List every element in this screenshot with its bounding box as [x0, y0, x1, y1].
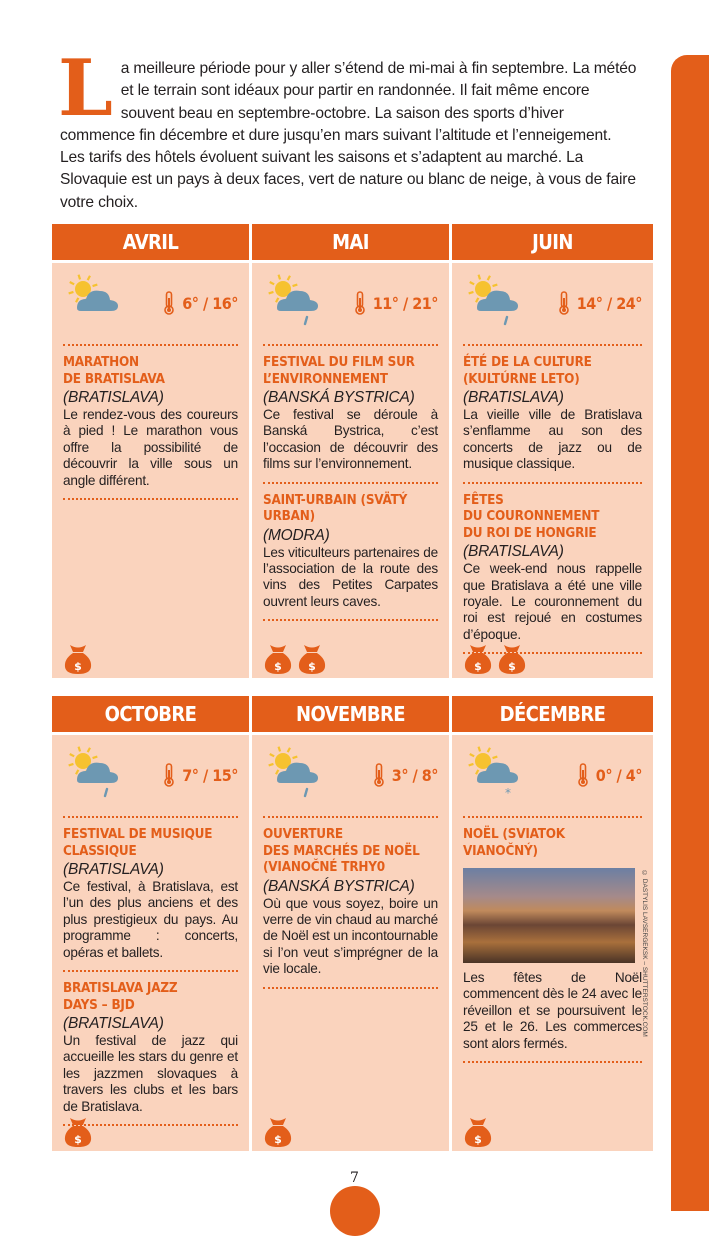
sun-cloud-snow-icon: [467, 747, 521, 799]
month-header: MAI: [252, 224, 449, 260]
event-place: (BRATISLAVA): [63, 1015, 164, 1033]
month-column: [52, 696, 249, 1151]
money-bag-icon: [462, 1114, 494, 1148]
event-description: Les viticulteurs partenaires de l’association de la route des vins des Petites Carpates ouvrent leurs caves.: [263, 544, 438, 609]
temperature: [162, 763, 238, 787]
dotted-divider: [463, 482, 642, 484]
event: [463, 827, 648, 1052]
month-cell: [52, 263, 249, 678]
dotted-divider: [463, 1061, 642, 1063]
sun-cloud-rain-icon: [467, 275, 521, 327]
dotted-divider: [263, 987, 438, 989]
temperature-range: 6° / 16°: [182, 293, 238, 313]
calendar-row-autumn: [52, 696, 653, 1151]
event: [263, 355, 438, 473]
temperature-range: 0° / 4°: [595, 765, 642, 785]
temperature-range: 11° / 21°: [372, 293, 438, 313]
dotted-divider: [463, 344, 642, 346]
month-cell: [452, 263, 653, 678]
temperature: [353, 291, 438, 315]
money-bag-icon: [62, 1114, 94, 1148]
weather-row: [263, 743, 438, 785]
event-place: (MODRA): [263, 526, 330, 544]
month-column: [452, 224, 653, 678]
month-header: OCTOBRE: [52, 696, 249, 732]
temperature: [557, 291, 642, 315]
thermometer-icon: [557, 291, 571, 315]
event-place: (BRATISLAVA): [63, 861, 164, 878]
svg-text:$: $: [274, 1133, 282, 1146]
event-place: (BRATISLAVA): [463, 389, 564, 406]
budget-indicator: [62, 1114, 94, 1148]
sun-cloud-rain-icon: [267, 747, 321, 799]
sidebar-tab: [671, 55, 709, 1211]
budget-indicator: [262, 1114, 294, 1148]
svg-text:$: $: [474, 660, 482, 673]
temperature-range: 3° / 8°: [391, 765, 438, 785]
thermometer-icon: [576, 763, 590, 787]
svg-text:$: $: [274, 660, 282, 673]
weather-row: [463, 743, 642, 800]
temperature: [162, 291, 238, 315]
month-header: AVRIL: [52, 224, 249, 260]
page-number: 7: [350, 1170, 359, 1186]
dotted-divider: [263, 816, 438, 818]
money-bag-icon: [296, 641, 328, 675]
thermometer-icon: [162, 763, 176, 787]
event-title: FESTIVAL DU FILM SUR L’ENVIRONNEMENT: [263, 355, 415, 387]
svg-text:$: $: [74, 660, 82, 673]
money-bag-icon: [462, 641, 494, 675]
svg-text:$: $: [308, 660, 316, 673]
weather-row: [63, 743, 238, 785]
event-place: (BANSKÁ BYSTRICA): [263, 877, 415, 895]
event-place: (BANSKÁ BYSTRICA): [263, 389, 415, 406]
dotted-divider: [63, 498, 238, 500]
weather-row: [63, 271, 238, 313]
event-title: SAINT-URBAIN (SVÄTÝ URBAN): [263, 492, 408, 525]
money-bag-icon: [496, 641, 528, 675]
dotted-divider: [263, 482, 438, 484]
month-column: [52, 224, 249, 678]
event-title: BRATISLAVA JAZZ DAYS – BJD: [63, 981, 178, 1013]
intro-paragraph: [58, 43, 640, 214]
sun-cloud-icon: [67, 275, 121, 327]
month-cell: [452, 735, 653, 1151]
event: [63, 827, 238, 961]
money-bag-icon: [262, 1114, 294, 1148]
month-cell: [252, 263, 449, 678]
weather-row: [463, 271, 642, 313]
event-description: Le rendez-vous des coureurs à pied ! Le marathon vous offre la possibilité de découvrir la ville sous un angle différent.: [63, 407, 238, 488]
event-title: FESTIVAL DE MUSIQUE CLASSIQUE: [63, 827, 213, 859]
dotted-divider: [63, 970, 238, 972]
month-column: [252, 696, 449, 1151]
event-description: Les fêtes de Noël commencent dès le 24 avec le réveillon et se poursuivent le 25 et le 26. Les commerces sont alors fermés.: [463, 970, 642, 1051]
month-cell: [52, 735, 249, 1151]
thermometer-icon: [162, 291, 176, 315]
event: [463, 355, 642, 473]
intro-text: a meilleure période pour y aller s’étend de mi-mai à fin septembre. La météo et le terrain sont idéaux pour partir en randonnée. Il fait même encore souvent beau en septembre-octobre. La saison des sports d’hiver commence fin décembre et dure jusqu’en mars suivant l’altitude et l’enneigement. Les tarifs des hôtels évoluent suivant les saisons et s’adaptent au marché. La Slovaquie est un pays à deux faces, vert de nature ou blanc de neige, à vous de faire votre choix.: [60, 60, 637, 211]
event: [63, 981, 238, 1115]
weather-row: [263, 271, 438, 313]
event-description: Un festival de jazz qui accueille les stars du genre et les jazzmen slovaques à travers les clubs et les bars de Bratislava.: [63, 1033, 238, 1114]
svg-text:$: $: [508, 660, 516, 673]
event-description: La vieille ville de Bratislava s’enflamme au son des concerts de jazz ou de musique classique.: [463, 407, 642, 472]
dotted-divider: [463, 816, 642, 818]
event-title: ÉTÉ DE LA CULTURE (KULTÚRNE LETO): [463, 355, 592, 387]
photo-credit: © DASTYLIS LAVSERGEKSK – SHUTTERSTOCK.COM: [641, 870, 648, 1037]
event-description: Ce festival, à Bratislava, est l’un des plus anciens et des plus prestigieux du pays. Au programme : concerts, opéras et ballets.: [63, 879, 238, 960]
event-title: NOËL (SVIATOK VIANOČNÝ): [463, 827, 565, 859]
month-column: [452, 696, 653, 1151]
temperature: [576, 763, 642, 787]
dotted-divider: [63, 344, 238, 346]
thermometer-icon: [372, 763, 386, 787]
month-header: JUIN: [452, 224, 653, 260]
calendar-row-spring: [52, 224, 653, 678]
event: [263, 493, 438, 611]
event: [263, 827, 438, 978]
event-description: Ce festival se déroule à Banská Bystrica, c’est l’occasion de découvrir des films sur l’environnement.: [263, 407, 438, 472]
event: [63, 355, 238, 489]
budget-indicator: [262, 641, 328, 675]
temperature: [372, 763, 438, 787]
temperature-range: 14° / 24°: [576, 293, 642, 313]
sun-cloud-rain-icon: [67, 747, 121, 799]
sun-cloud-rain-icon: [267, 275, 321, 327]
month-header: DÉCEMBRE: [452, 696, 653, 732]
svg-text:$: $: [474, 1133, 482, 1146]
page-number-tab: [330, 1186, 380, 1236]
event-title: FÊTES DU COURONNEMENT DU ROI DE HONGRIE: [463, 492, 600, 541]
event-description: Où que vous soyez, boire un verre de vin chaud au marché de Noël est un incontournable si l’on veut s’imprégner de la vie locale.: [263, 895, 438, 977]
event-place: (BRATISLAVA): [463, 543, 564, 561]
thermometer-icon: [353, 291, 367, 315]
temperature-range: 7° / 15°: [182, 765, 238, 785]
svg-text:*: *: [505, 786, 511, 800]
budget-indicator: [62, 641, 94, 675]
month-header: NOVEMBRE: [252, 696, 449, 732]
dotted-divider: [63, 816, 238, 818]
dropcap: L: [58, 43, 113, 134]
budget-indicator: [462, 1114, 494, 1148]
money-bag-icon: [62, 641, 94, 675]
money-bag-icon: [262, 641, 294, 675]
month-column: [252, 224, 449, 678]
svg-text:$: $: [74, 1133, 82, 1146]
dotted-divider: [263, 344, 438, 346]
dotted-divider: [263, 619, 438, 621]
event: [463, 493, 642, 644]
event-description: Ce week-end nous rappelle que Bratislava a été une ville royale. Le couronnement du roi est rejoué en costumes d’époque.: [463, 561, 642, 642]
event-title: MARATHON DE BRATISLAVA: [63, 355, 165, 387]
event-title: OUVERTURE DES MARCHÉS DE NOËL (VIANOČNÉ TRHY0: [263, 827, 420, 875]
month-cell: [252, 735, 449, 1151]
event-place: (BRATISLAVA): [63, 389, 164, 406]
budget-indicator: [462, 641, 528, 675]
